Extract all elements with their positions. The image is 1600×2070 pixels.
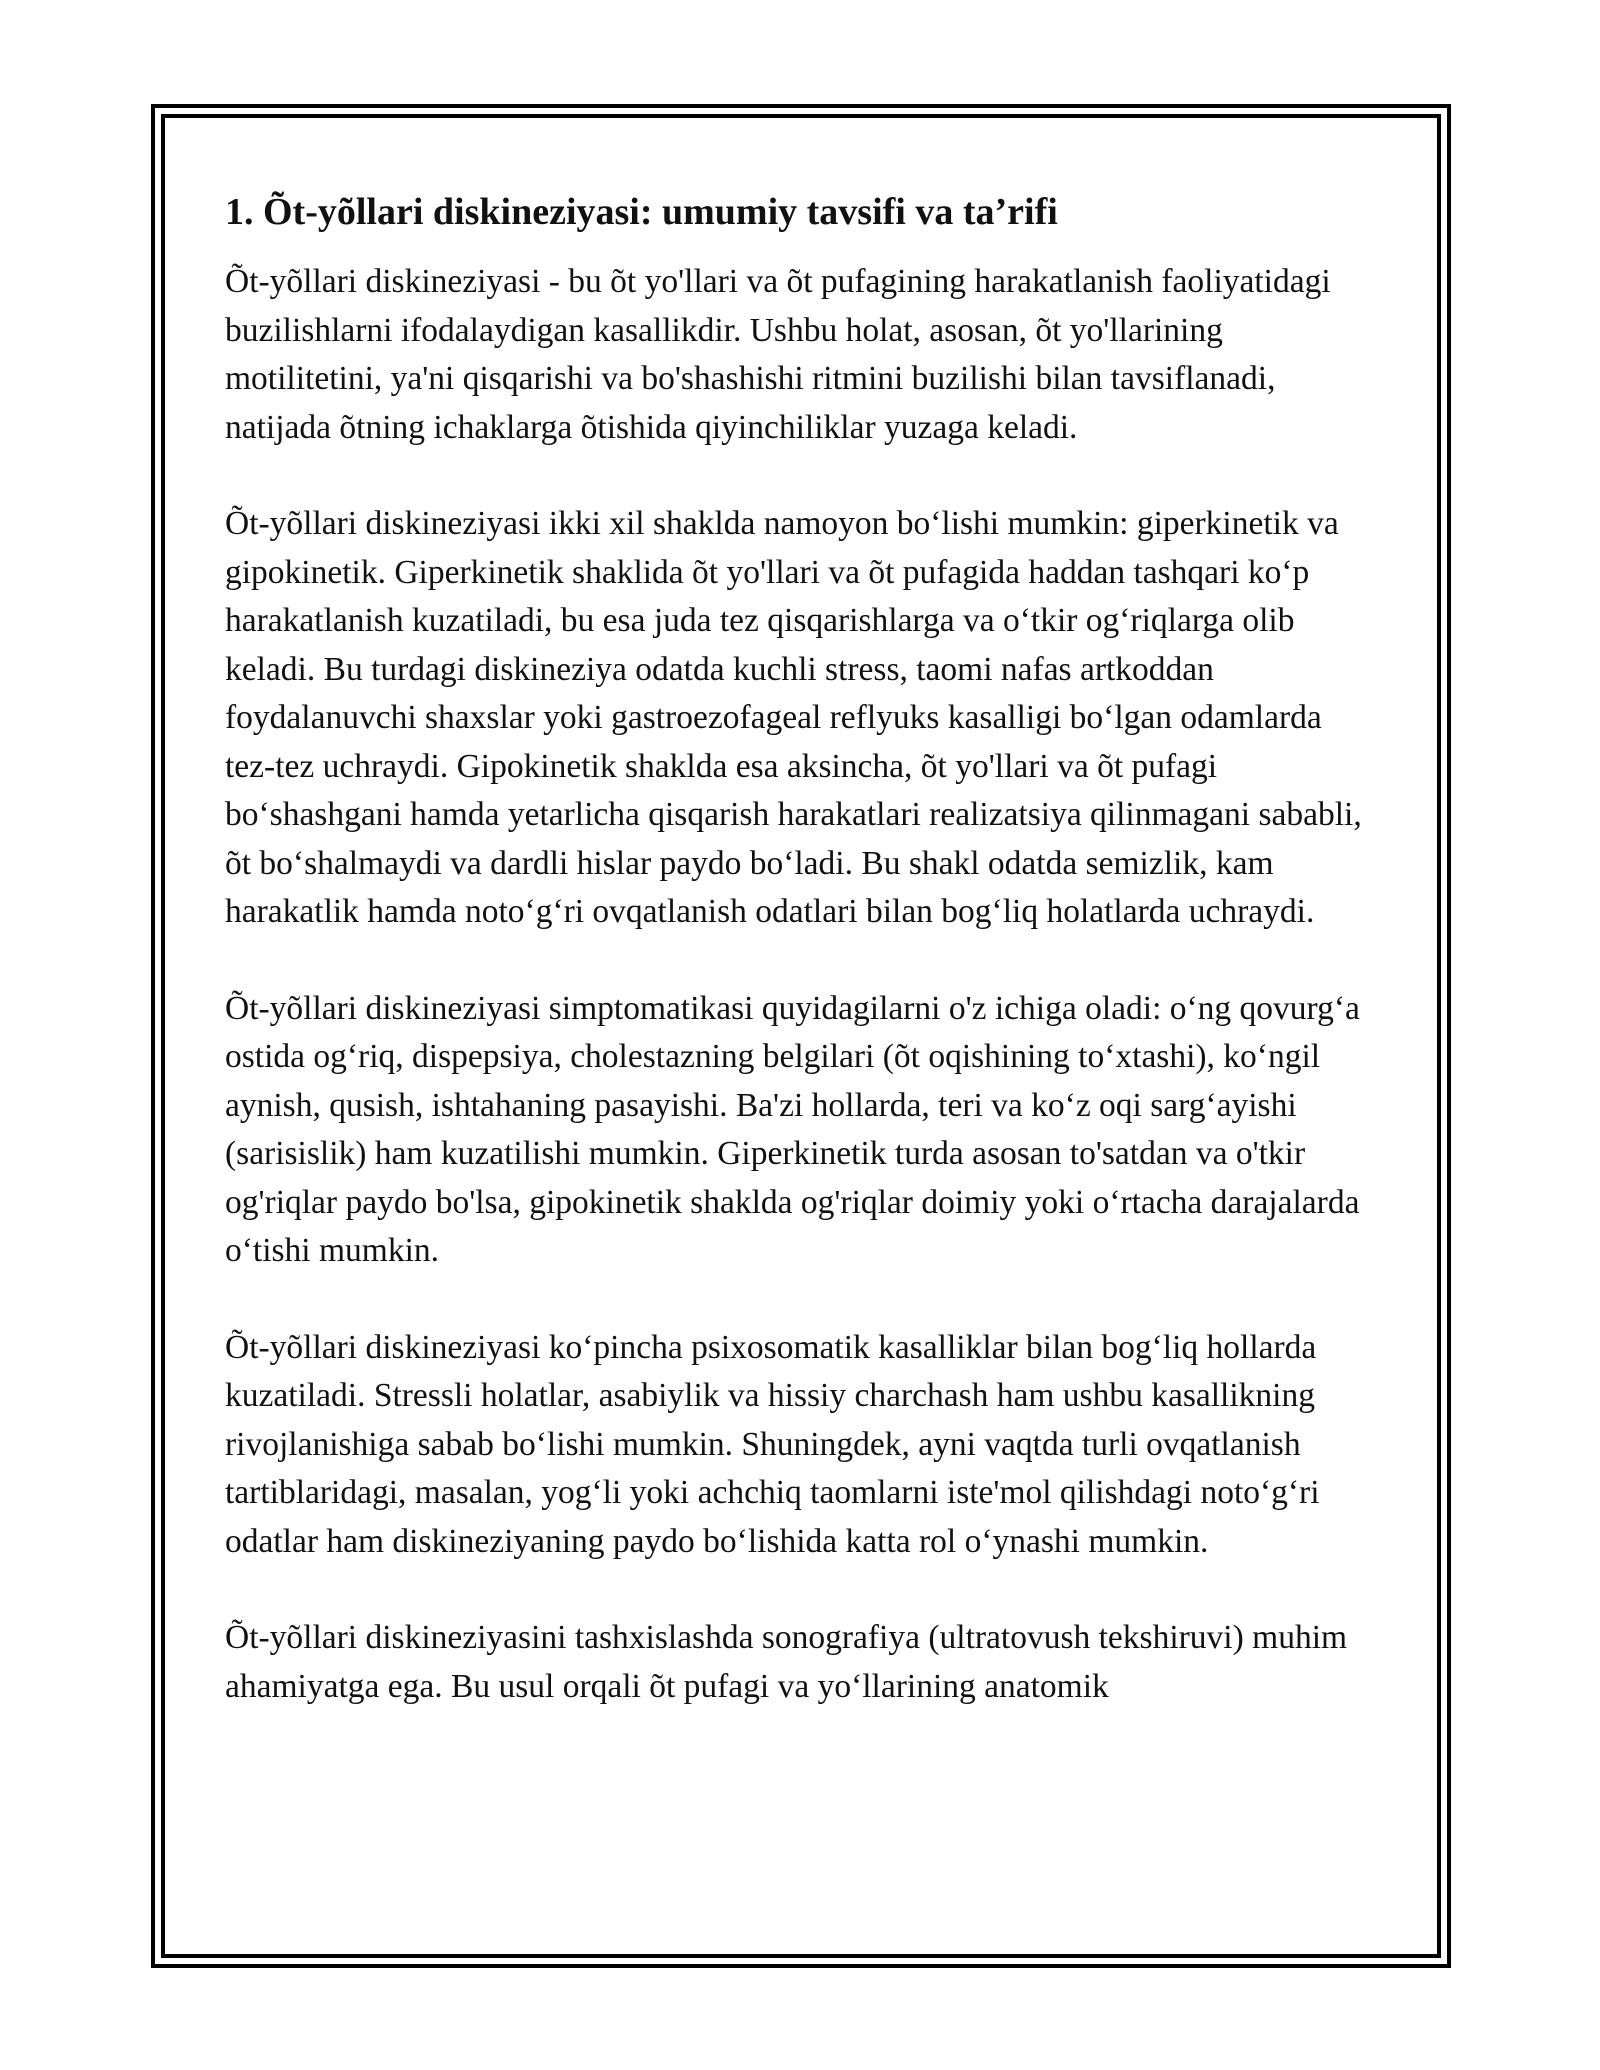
paragraph-1: Õt-yõllari diskineziyasi - bu õt yo'llari va õt pufagining harakatlanish faoliyatidagi buzilishlarni ifodalaydigan kasallikdir. Ushbu holat, asosan, õt yo'llarining motilitetini, ya'ni qisqarishi va bo'shashishi ritmini buzilishi bilan tavsiflanadi, natijada õtning ichaklarga õtishida qiyinchiliklar yuzaga keladi.	[225, 263, 1331, 446]
paragraph-3: Õt-yõllari diskineziyasi simptomatikasi quyidagilarni o'z ichiga oladi: oʻng qovurgʻa ostida ogʻriq, dispepsiya, cholestazning belgilari (õt oqishining toʻxtashi), koʻngil aynish, qusish, ishtahaning pasayishi. Ba'zi hollarda, teri va koʻz oqi sargʻayishi (sarisislik) ham kuzatilishi mumkin. Giperkinetik turda asosan to'satdan va o'tkir og'riqlar paydo bo'lsa, gipokinetik shaklda og'riqlar doimiy yoki oʻrtacha darajalarda oʻtishi mumkin.	[225, 989, 1360, 1269]
document-body	[225, 188, 1365, 1711]
paragraph-4: Õt-yõllari diskineziyasi koʻpincha psixosomatik kasalliklar bilan bogʻliq hollarda kuzatiladi. Stressli holatlar, asabiylik va hissiy charchash ham ushbu kasallikning rivojlanishiga sabab boʻlishi mumkin. Shuningdek, ayni vaqtda turli ovqatlanish tartiblaridagi, masalan, yogʻli yoki achchiq taomlarni iste'mol qilishdagi notoʻgʻri odatlar ham diskineziyaning paydo boʻlishida katta rol oʻynashi mumkin.	[225, 1328, 1320, 1560]
section-heading: 1. Õt-yõllari diskineziyasi: umumiy tavsifi va ta’rifi	[225, 191, 1058, 233]
paragraph-2: Õt-yõllari diskineziyasi ikki xil shaklda namoyon boʻlishi mumkin: giperkinetik va gipokinetik. Giperkinetik shaklida õt yo'llari va õt pufagida haddan tashqari koʻp harakatlanish kuzatiladi, bu esa juda tez qisqarishlarga va oʻtkir ogʻriqlarga olib keladi. Bu turdagi diskineziya odatda kuchli stress, taomi nafas artkoddan foydalanuvchi shaxslar yoki gastroezofageal reflyuks kasalligi boʻlgan odamlarda tez-tez uchraydi. Gipokinetik shaklda esa aksincha, õt yo'llari va õt pufagi boʻshashgani hamda yetarlicha qisqarish harakatlari realizatsiya qilinmagani sababli, õt boʻshalmaydi va dardli hislar paydo boʻladi. Bu shakl odatda semizlik, kam harakatlik hamda notoʻgʻri ovqatlanish odatlari bilan bogʻliq holatlarda uchraydi.	[225, 505, 1362, 930]
paragraph-5: Õt-yõllari diskineziyasini tashxislashda sonografiya (ultratovush tekshiruvi) muhim ahamiyatga ega. Bu usul orqali õt pufagi va yoʻllarining anatomik	[225, 1619, 1348, 1705]
